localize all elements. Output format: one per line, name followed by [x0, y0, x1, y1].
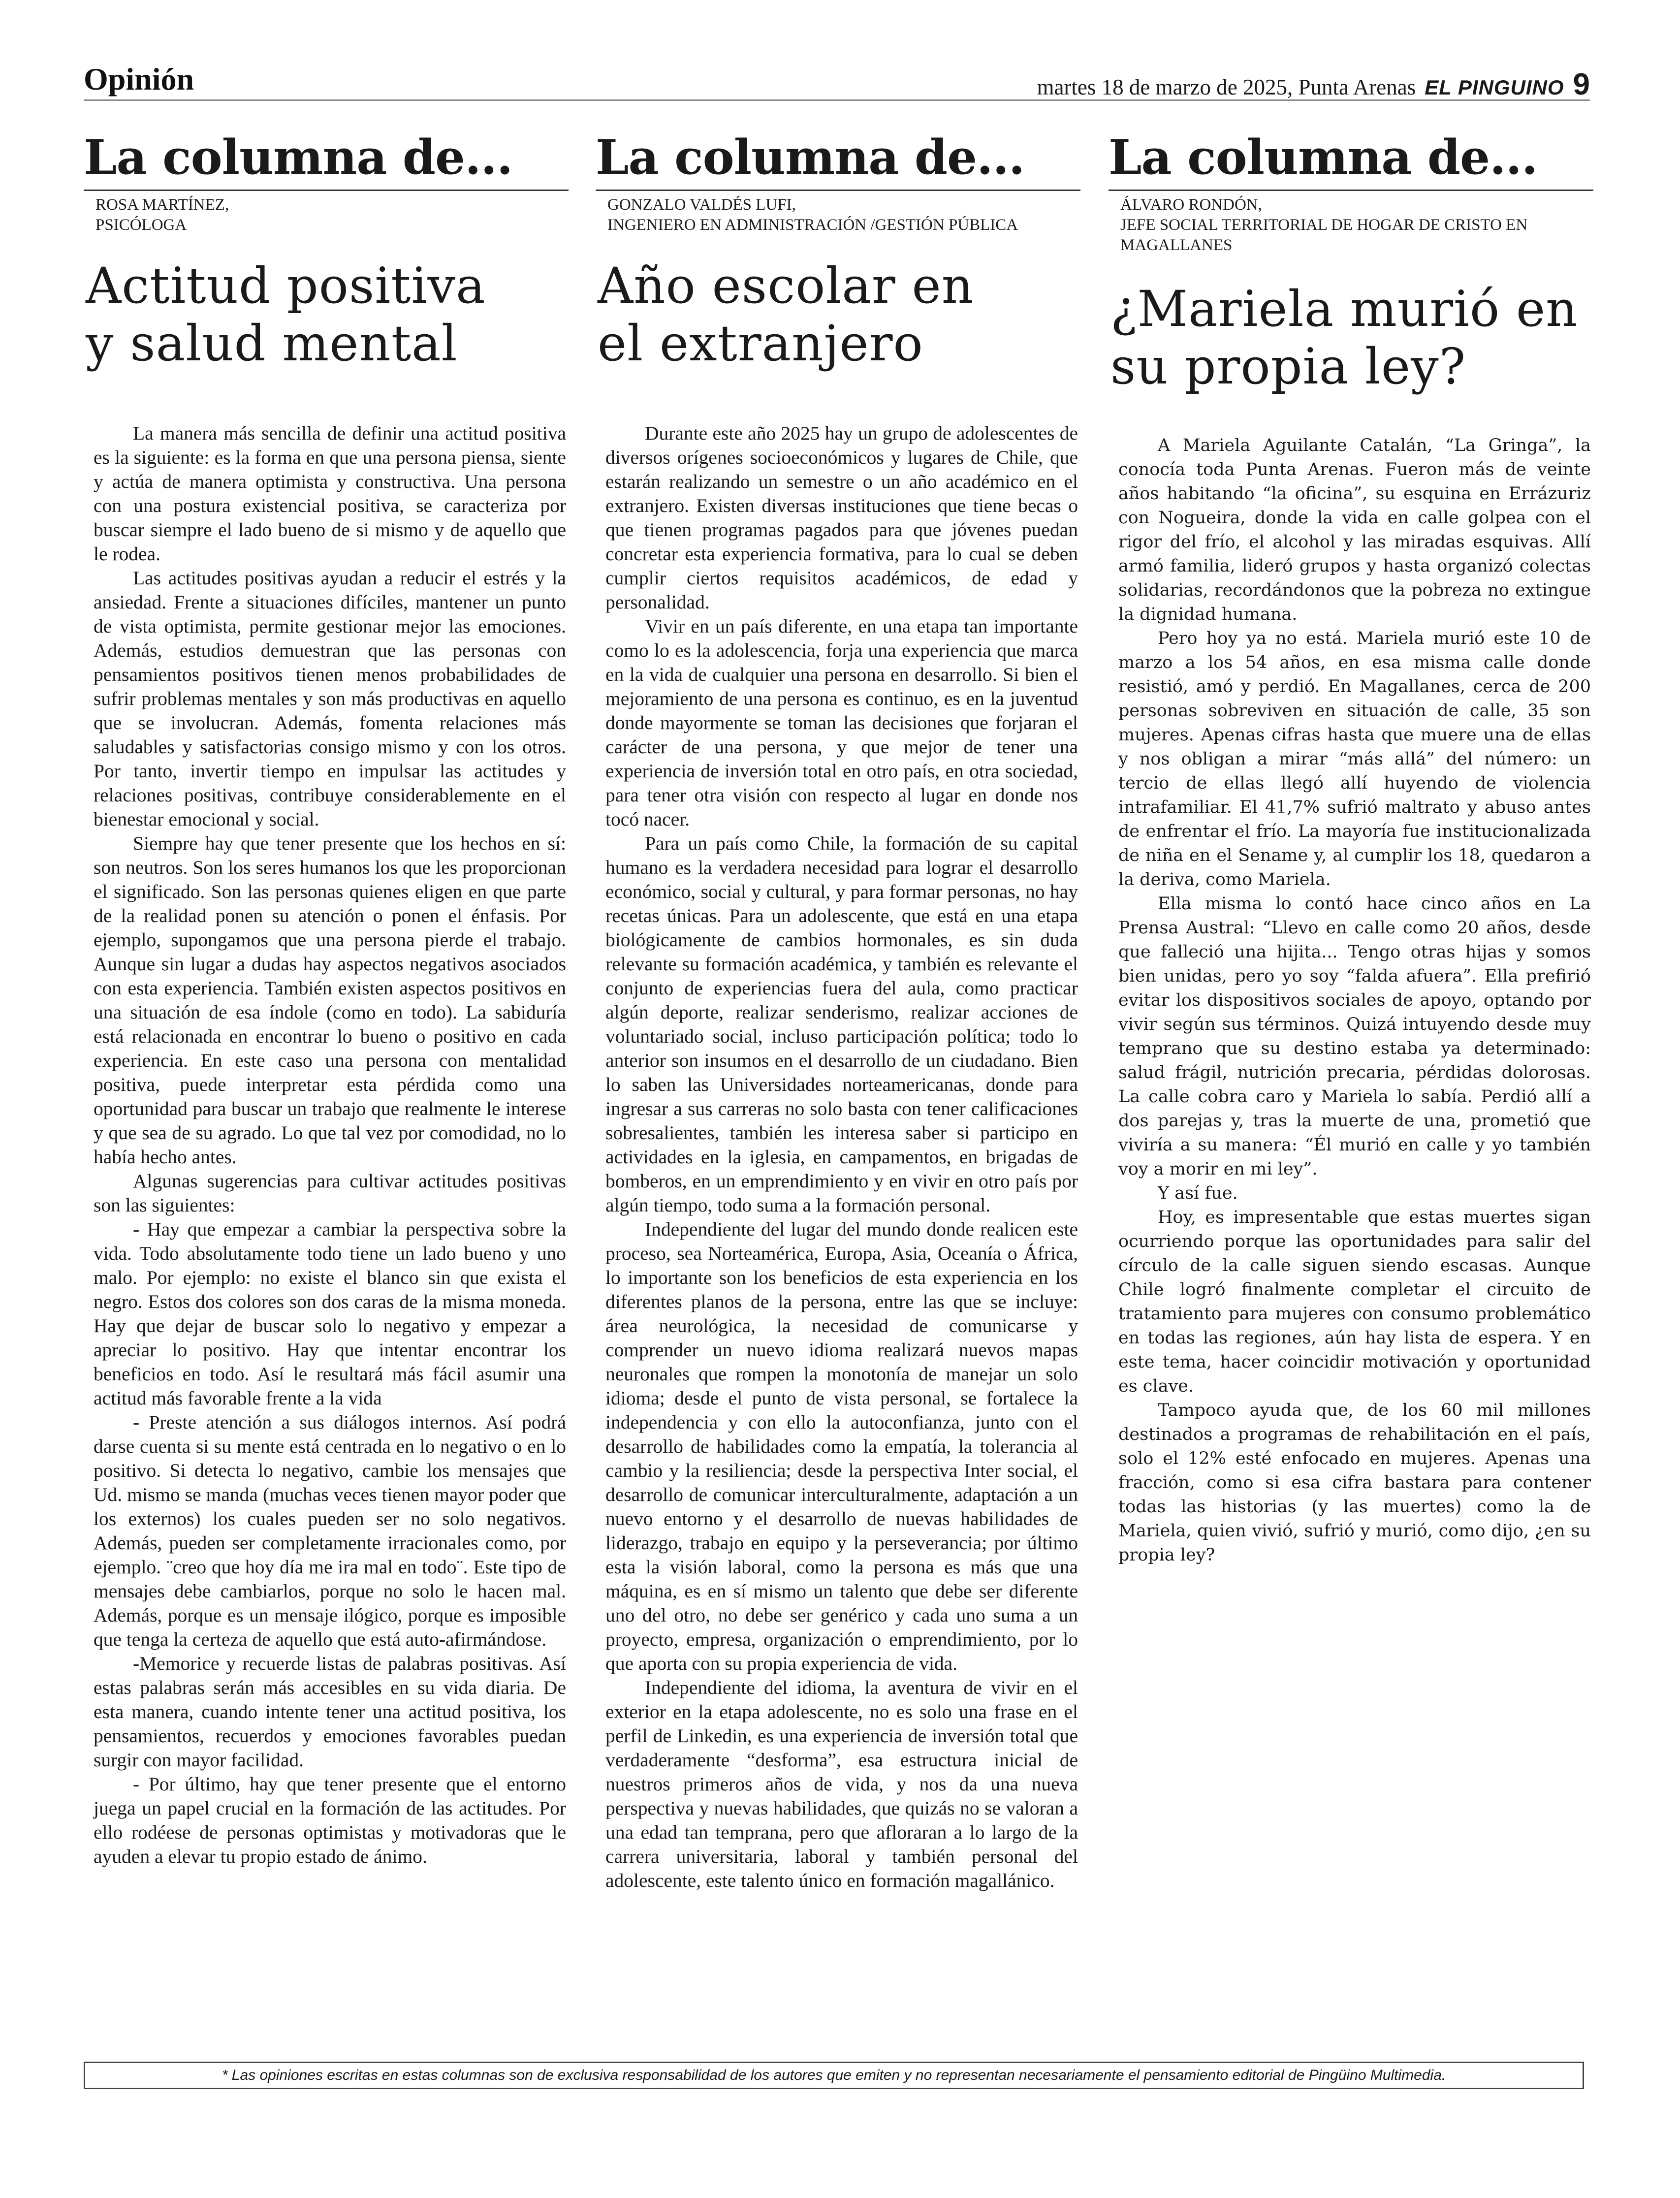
opinion-disclaimer: * Las opiniones escritas en estas columnas son de exclusiva responsabilidad de los autores que emiten y no representan necesariamente el pensamiento editorial de Pingüino Multimedia. — [84, 2062, 1584, 2089]
paragraph: - Hay que empezar a cambiar la perspectiva sobre la vida. Todo absolutamente todo tiene un lado bueno y uno malo. Por ejemplo: no existe el blanco sin que exista el negro. Estos dos colores son dos caras de la misma moneda. Hay que dejar de buscar solo lo negativo y empezar a apreciar lo positivo. Hay que intentar encontrar los beneficios en todo. Así le resultará más fácil asumir una actitud más favorable frente a la vida — [94, 1218, 566, 1409]
headline-line: ¿Mariela murió en — [1110, 280, 1578, 338]
column-label: La columna de... — [1109, 130, 1593, 191]
paragraph: Hoy, es impresentable que estas muertes sigan ocurriendo porque las oportunidades para salir del círculo de la calle siguen siendo escasas. Aunque Chile logró finalmente completar el circuito de tratamiento para mujeres con consumo problemático en todas las regiones, aún hay lista de espera. Y en este tema, hacer coincidir motivación y oportunidad es clave. — [1118, 1208, 1591, 1396]
paragraph: Y así fue. — [1158, 1183, 1238, 1203]
author-name: GONZALO VALDÉS LUFI, — [607, 196, 796, 214]
author-name: ÁLVARO RONDÓN, — [1120, 196, 1262, 214]
issue-date: martes 18 de marzo de 2025, Punta Arenas — [1037, 75, 1416, 99]
author-byline — [1120, 195, 1593, 255]
section-title: Opinión — [84, 62, 194, 96]
headline-line: el extranjero — [598, 315, 923, 372]
headline-line: y salud mental — [86, 315, 458, 372]
article-body — [94, 421, 566, 1869]
header-meta — [1037, 67, 1590, 102]
paragraph: Ella misma lo contó hace cinco años en La Prensa Austral: “Llevo en calle como 20 años, desde que falleció una hijita... Tengo otras hijas y somos bien unidas, pero yo soy “falda afuera”. Ella prefirió evitar los dispositivos sociales de apoyo, optando por vivir según sus términos. Quizá intuyendo desde muy temprano que su destino estaba ya determinado: salud frágil, nutrición precaria, pérdidas dolorosas. La calle cobra caro y Mariela lo sabía. Perdió allí a dos parejas y, tras la muerte de una, prometió que viviría a su manera: “Él murió en calle y yo también voy a morir en mi ley”. — [1118, 894, 1591, 1179]
column-3 — [1109, 130, 1593, 1567]
paragraph: La manera más sencilla de definir una actitud positiva es la siguiente: es la forma en que una persona piensa, siente y actúa de manera optimista y constructiva. Una persona con una postura existencial positiva, se caracteriza por buscar siempre el lado bueno de si mismo y de aquello que le rodea. — [94, 422, 566, 565]
paragraph: Tampoco ayuda que, de los 60 mil millones destinados a programas de rehabilitación en el país, solo el 12% esté enfocado en mujeres. Apenas una fracción, como si esa cifra bastara para contener todas las historias (y las muertes) como la de Mariela, quien vivió, sufrió y murió, como dijo, ¿en su propia ley? — [1118, 1401, 1591, 1565]
paragraph: Vivir en un país diferente, en una etapa tan importante como lo es la adolescencia, forja una experiencia que marca en la vida de cualquier una persona en desarrollo. Si bien el mejoramiento de una persona es continuo, es en la juventud donde mayormente se toman las decisiones que forjaran el carácter de una persona, y que mejor de tener una experiencia de inversión total en otro país, en otra sociedad, para tener otra visión con respecto al lugar en donde nos tocó nacer. — [605, 615, 1078, 830]
author-name: ROSA MARTÍNEZ, — [95, 196, 229, 214]
author-role: JEFE SOCIAL TERRITORIAL DE HOGAR DE CRISTO EN MAGALLANES — [1120, 216, 1528, 254]
paragraph: A Mariela Aguilante Catalán, “La Gringa”, la conocía toda Punta Arenas. Fueron más de veinte años habitando “la oficina”, su esquina en Errázuriz con Nogueira, donde la vida en calle golpea con el rigor del frío, el alcohol y las miradas esquivas. Allí armó familia, lideró grupos y hasta organizó colectas solidarias, recordándonos que la pobreza no extingue la dignidad humana. — [1118, 436, 1591, 624]
author-byline — [607, 195, 1080, 235]
article-body — [1118, 434, 1591, 1567]
paragraph: - Por último, hay que tener presente que el entorno juega un papel crucial en la formación de las actitudes. Por ello rodéese de personas optimistas y motivadoras que le ayuden a elevar tu propio estado de ánimo. — [94, 1773, 566, 1867]
author-byline — [95, 195, 569, 235]
paragraph: Las actitudes positivas ayudan a reducir el estrés y la ansiedad. Frente a situaciones difíciles, mantener un punto de vista optimista, permite gestionar mejor las emociones. Además, estudios demuestran que las personas con pensamientos positivos tienen menos probabilidades de sufrir problemas mentales y son más productivas en aquello que se involucran. Además, fomenta relaciones más saludables y satisfactorias consigo mismo y con los otros. Por tanto, invertir tiempo en impulsar las actitudes y relaciones positivas, contribuye considerablemente en el bienestar emocional y social. — [94, 567, 566, 830]
page-header — [84, 58, 1590, 101]
paragraph: Pero hoy ya no está. Mariela murió este 10 de marzo a los 54 años, en esa misma calle donde resistió, amó y perdió. En Magallanes, cerca de 200 personas sobreviven en situación de calle, 35 son mujeres. Apenas cifras hasta que muere una de ellas y nos obligan a mirar “más allá” del número: un tercio de ellas llegó allí huyendo de violencia intrafamiliar. El 41,7% sufrió maltrato y abuso antes de enfrentar el frío. La mayoría fue institucionalizada de niña en el Sename y, al cumplir los 18, quedaron a la deriva, como Mariela. — [1118, 629, 1591, 890]
article-body — [605, 421, 1078, 1893]
column-label: La columna de... — [84, 130, 569, 191]
paragraph: Independiente del lugar del mundo donde realicen este proceso, sea Norteamérica, Europa, Asia, Oceanía o África, lo importante son los beneficios de esta experiencia en los diferentes planos de la persona, entre las que se incluye: área neurológica, la necesidad de comunicarse y comprender un nuevo idioma realizará nuevos mapas neuronales que rompen la monotonía de manejar un solo idioma; desde el punto de vista personal, se fortalece la independencia y con ello la autoconfianza, junto con el desarrollo de habilidades como la empatía, la tolerancia al cambio y la resiliencia; desde la perspectiva Inter social, el desarrollo de comunicar interculturalmente, adaptación a un nuevo entorno y el desarrollo de nuevas habilidades de liderazgo, trabajo en equipo y la perseverancia; por último esta la visión laboral, como la persona es más que una máquina, es en sí mismo un talento que debe ser diferente uno del otro, no debe ser genérico y cada uno suma a un proyecto, empresa, organización o emprendimiento, por lo que aporta con su propia experiencia de vida. — [605, 1218, 1078, 1674]
newspaper-logo: EL PINGUINO — [1425, 76, 1564, 99]
paragraph: - Preste atención a sus diálogos internos. Así podrá darse cuenta si su mente está centrada en lo negativo o en lo positivo. Si detecta lo negativo, cambie los mensajes que Ud. mismo se manda (muchas veces tienen mayor poder que los externos) los cuales pueden ser no solo negativos. Además, pueden ser completamente irracionales como, por ejemplo. ¨creo que hoy día me ira mal en todo¨. Este tipo de mensajes debe cambiarlos, porque no solo le hacen mal. Además, porque es un mensaje ilógico, porque es imposible que tenga la certeza de aquello que está auto-afirmándose. — [94, 1411, 566, 1650]
column-2 — [596, 130, 1080, 1893]
paragraph: Durante este año 2025 hay un grupo de adolescentes de diversos orígenes socioeconómicos y lugares de Chile, que estarán realizando un semestre o un año académico en el extranjero. Existen diversas instituciones que tiene becas o que tienen programas pagados para que jóvenes puedan concretar esta experiencia formativa, para lo cual se deben cumplir ciertos requisitos académicos, de edad y personalidad. — [605, 422, 1078, 613]
paragraph: Siempre hay que tener presente que los hechos en sí: son neutros. Son los seres humanos los que les proporcionan el significado. Son las personas quienes eligen en que parte de la realidad ponen su atención o ponen el énfasis. Por ejemplo, supongamos que una persona pierde el trabajo. Aunque sin lugar a dudas hay aspectos negativos asociados con esta experiencia. También existen aspectos positivos en una situación de esa índole (como en todo). La sabiduría está relacionada en encontrar lo bueno o positivo en cada experiencia. En este caso una persona con mentalidad positiva, puede interpretar esta pérdida como una oportunidad para buscar un trabajo que realmente le interese y que sea de su agrado. Lo que tal vez por comodidad, no lo había hecho antes. — [94, 832, 566, 1168]
paragraph: -Memorice y recuerde listas de palabras positivas. Así estas palabras serán más accesibles en su vida diaria. De esta manera, cuando intente tener una actitud positiva, los pensamientos, recuerdos y emociones favorables puedan surgir con mayor facilidad. — [94, 1653, 566, 1771]
column-1 — [84, 130, 569, 1869]
author-role: INGENIERO EN ADMINISTRACIÓN /GESTIÓN PÚBLICA — [607, 216, 1018, 234]
article-headline — [598, 257, 1080, 372]
article-headline — [86, 257, 569, 372]
column-label: La columna de... — [596, 130, 1080, 191]
headline-line: Actitud positiva — [86, 257, 486, 315]
page-number: 9 — [1573, 67, 1590, 101]
author-role: PSICÓLOGA — [95, 216, 187, 234]
headline-line: su propia ley? — [1110, 338, 1466, 395]
paragraph: Para un país como Chile, la formación de su capital humano es la verdadera necesidad para lograr el desarrollo económico, social y cultural, y para formar personas, no hay recetas únicas. Para un adolescente, que está en una etapa biológicamente de cambios hormonales, es sin duda relevante su formación académica, y también es relevante el conjunto de experiencias fuera del aula, como practicar algún deporte, realizar senderismo, realizar acciones de voluntariado social, incluso participación política; todo lo anterior son insumos en el desarrollo de un ciudadano. Bien lo saben las Universidades norteamericanas, donde para ingresar a sus carreras no solo basta con tener calificaciones sobresalientes, también les interesa saber si participo en actividades en la iglesia, en campamentos, en brigadas de bomberos, en un emprendimiento y en vivir en otro país por algún tiempo, todo suma a la formación personal. — [605, 832, 1078, 1216]
paragraph: Independiente del idioma, la aventura de vivir en el exterior en la etapa adolescente, no es solo una frase en el perfil de Linkedin, es una experiencia de inversión total que verdaderamente “desforma”, esa estructura inicial de nuestros primeros años de vida, y nos da una nueva perspectiva y nuevas habilidades, que quizás no se valoran a una edad tan temprana, pero que afloraran a lo largo de la carrera universitaria, laboral y también personal del adolescente, este talento único en formación magallánico. — [605, 1677, 1078, 1891]
article-headline — [1110, 280, 1593, 395]
headline-line: Año escolar en — [598, 257, 974, 315]
paragraph: Algunas sugerencias para cultivar actitudes positivas son las siguientes: — [94, 1170, 566, 1216]
